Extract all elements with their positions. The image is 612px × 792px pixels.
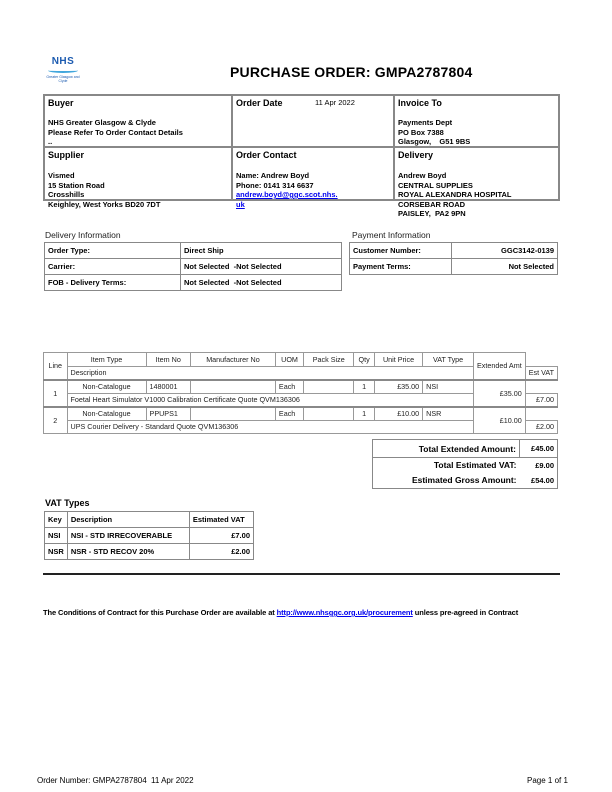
vat-header-row xyxy=(45,512,254,528)
item-type: Non-Catalogue xyxy=(67,380,146,394)
col-item-type: Item Type xyxy=(67,353,146,367)
total-extended-label: Total Extended Amount: xyxy=(373,440,520,458)
table-row xyxy=(44,380,558,394)
uom: Each xyxy=(275,407,303,421)
payment-info-row xyxy=(350,259,558,275)
items-table xyxy=(43,352,558,434)
buyer-section xyxy=(44,95,232,147)
col-line: Line xyxy=(44,353,68,380)
line-number: 2 xyxy=(44,407,68,434)
description: Foetal Heart Simulator V1000 Calibration Certificate Quote QVM136306 xyxy=(67,393,473,407)
delivery-heading: Delivery xyxy=(398,150,434,160)
invoice-to-section xyxy=(394,95,559,147)
invoice-line: PO Box 7388 xyxy=(398,127,444,137)
description: UPS Courier Delivery - Standard Quote QVM136306 xyxy=(67,420,473,434)
label: Payment Terms: xyxy=(350,259,452,275)
logo-subtitle: Greater Glasgow and Clyde xyxy=(46,75,80,83)
vat-row xyxy=(45,528,254,544)
col-pack-size: Pack Size xyxy=(304,353,354,367)
gross-label: Estimated Gross Amount: xyxy=(411,475,517,485)
procurement-link[interactable]: http://www.nhsggc.org.uk/procurement xyxy=(276,608,413,617)
item-type: Non-Catalogue xyxy=(67,407,146,421)
delivery-info-heading: Delivery Information xyxy=(45,230,121,240)
delivery-line: CENTRAL SUPPLIES xyxy=(398,180,473,190)
delivery-line: Andrew Boyd xyxy=(398,171,447,180)
col-description: Description xyxy=(67,366,473,380)
vat-description: NSI - STD IRRECOVERABLE xyxy=(67,528,189,544)
vat-key: NSR xyxy=(45,544,68,560)
delivery-line: ROYAL ALEXANDRA HOSPITAL xyxy=(398,190,512,199)
vat-type: NSI xyxy=(423,380,474,394)
col-uom: UOM xyxy=(275,353,303,367)
vat-key: NSI xyxy=(45,528,68,544)
invoice-line: Glasgow, G51 9BS xyxy=(398,137,471,146)
col-extended-amt: Extended Amt xyxy=(473,353,525,380)
qty: 1 xyxy=(354,380,375,394)
total-vat-value: £9.00 xyxy=(535,461,554,470)
payment-info-row xyxy=(350,243,558,259)
delivery-line: CORSEBAR ROAD xyxy=(398,199,466,209)
extended-amt: £35.00 xyxy=(473,380,525,407)
page-title: PURCHASE ORDER: GMPA2787804 xyxy=(230,64,473,80)
label: Customer Number: xyxy=(350,243,452,259)
header-grid xyxy=(43,94,560,218)
value: Not Selected -Not Selected xyxy=(181,275,342,291)
total-extended-row xyxy=(373,440,558,458)
totals-table xyxy=(372,439,558,489)
est-vat: £2.00 xyxy=(525,420,557,434)
value: Not Selected xyxy=(452,259,558,275)
qty: 1 xyxy=(354,407,375,421)
item-no: PPUPS1 xyxy=(146,407,190,421)
supplier-section xyxy=(44,147,232,209)
uom: Each xyxy=(275,380,303,394)
item-no: 1480001 xyxy=(146,380,190,394)
order-contact-heading: Order Contact xyxy=(236,150,297,160)
divider xyxy=(43,573,560,575)
conditions-text xyxy=(43,608,518,617)
conditions-before: The Conditions of Contract for this Purchase Order are available at xyxy=(43,608,277,617)
value: GGC3142-0139 xyxy=(452,243,558,259)
total-extended-value: £45.00 xyxy=(520,440,558,458)
contact-phone: Phone: 0141 314 6637 xyxy=(236,180,314,190)
order-date-section xyxy=(232,95,394,147)
footer-order-number: Order Number: GMPA2787804 xyxy=(37,776,147,785)
value: Direct Ship xyxy=(181,243,342,259)
supplier-line: Vismed xyxy=(48,171,75,180)
col-mfr-no: Manufacturer No xyxy=(191,353,276,367)
vat-type: NSR xyxy=(423,407,474,421)
contact-name: Name: Andrew Boyd xyxy=(236,171,310,180)
pack-size xyxy=(304,380,354,394)
contact-email-link-cont[interactable]: uk xyxy=(236,199,245,209)
table-row xyxy=(44,407,558,421)
contact-email-link[interactable]: andrew.boyd@ggc.scot.nhs. xyxy=(236,190,338,199)
vat-row xyxy=(45,544,254,560)
col-unit-price: Unit Price xyxy=(374,353,422,367)
delivery-line: PAISLEY, PA2 9PN xyxy=(398,209,466,218)
col-description: Description xyxy=(67,512,189,528)
buyer-heading: Buyer xyxy=(48,98,74,108)
col-qty: Qty xyxy=(354,353,375,367)
supplier-line: 15 Station Road xyxy=(48,180,105,190)
col-estimated-vat: Estimated VAT xyxy=(189,512,253,528)
col-key: Key xyxy=(45,512,68,528)
conditions-after: unless pre-agreed in Contract xyxy=(412,608,519,617)
header-row xyxy=(44,353,558,367)
label: Carrier: xyxy=(45,259,181,275)
vat-types-heading: VAT Types xyxy=(45,498,90,508)
vat-types-table xyxy=(44,511,254,560)
invoice-to-heading: Invoice To xyxy=(398,98,442,108)
vat-amount: £2.00 xyxy=(189,544,253,560)
vat-gross-values xyxy=(520,458,558,489)
total-vat-label: Total Estimated VAT: xyxy=(433,460,517,470)
buyer-line: NHS Greater Glasgow & Clyde xyxy=(48,118,156,127)
col-vat-type: VAT Type xyxy=(423,353,474,367)
delivery-info-row xyxy=(45,243,342,259)
delivery-info-table xyxy=(44,242,342,291)
unit-price: £10.00 xyxy=(374,407,422,421)
order-date-value: 11 Apr 2022 xyxy=(315,98,355,107)
vat-description: NSR - STD RECOV 20% xyxy=(67,544,189,560)
payment-info-heading: Payment Information xyxy=(352,230,431,240)
mfr-no xyxy=(191,380,276,394)
invoice-line: Payments Dept xyxy=(398,118,453,127)
buyer-line: Please Refer To Order Contact Details xyxy=(48,127,183,137)
label: Order Type: xyxy=(45,243,181,259)
pack-size xyxy=(304,407,354,421)
supplier-heading: Supplier xyxy=(48,150,85,160)
delivery-section xyxy=(394,147,559,218)
order-date-heading: Order Date xyxy=(236,98,283,108)
supplier-line: Keighley, West Yorks BD20 7DT xyxy=(48,199,161,209)
footer-page: Page 1 of 1 xyxy=(527,776,568,785)
delivery-info-row xyxy=(45,259,342,275)
line-number: 1 xyxy=(44,380,68,407)
logo-swoosh-icon xyxy=(48,68,78,73)
vat-gross-row xyxy=(373,458,558,489)
vat-amount: £7.00 xyxy=(189,528,253,544)
supplier-line: Crosshills xyxy=(48,190,85,199)
buyer-line: .. xyxy=(48,137,53,146)
vat-gross-labels xyxy=(373,458,520,489)
unit-price: £35.00 xyxy=(374,380,422,394)
mfr-no xyxy=(191,407,276,421)
delivery-info-row xyxy=(45,275,342,291)
nhs-logo: NHS xyxy=(51,56,75,67)
gross-value: £54.00 xyxy=(531,476,554,485)
col-est-vat: Est VAT xyxy=(525,366,557,380)
est-vat: £7.00 xyxy=(525,393,557,407)
extended-amt: £10.00 xyxy=(473,407,525,434)
value: Not Selected -Not Selected xyxy=(181,259,342,275)
label: FOB - Delivery Terms: xyxy=(45,275,181,291)
col-item-no: Item No xyxy=(146,353,190,367)
payment-info-table xyxy=(349,242,558,275)
order-contact-section xyxy=(232,147,394,209)
footer-date: 11 Apr 2022 xyxy=(151,776,194,785)
